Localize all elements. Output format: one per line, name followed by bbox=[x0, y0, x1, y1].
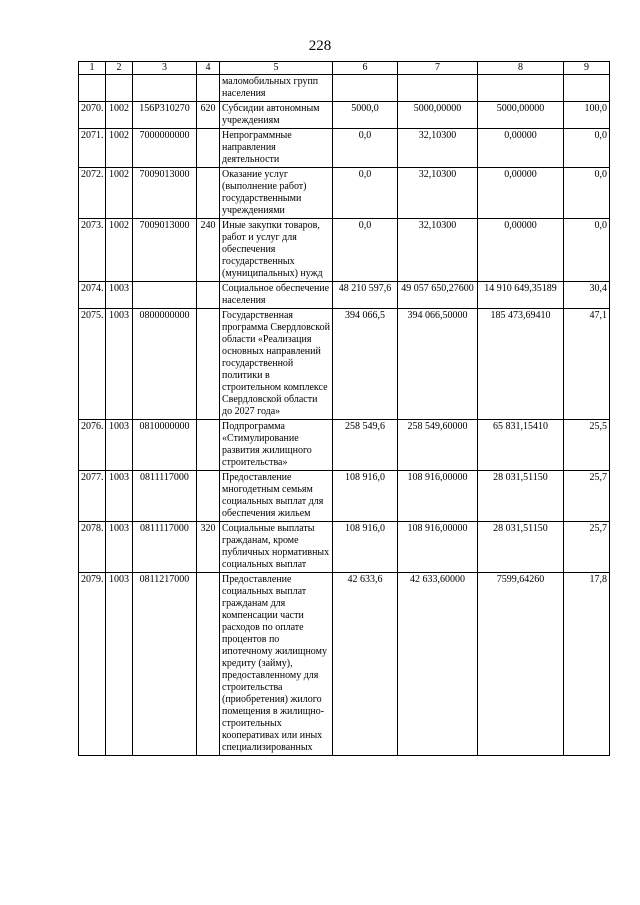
value-col-6: 0,0 bbox=[333, 168, 398, 219]
value-col-7: 42 633,60000 bbox=[398, 573, 478, 756]
section-code bbox=[106, 75, 133, 102]
expense-type-code bbox=[197, 75, 220, 102]
value-col-6: 48 210 597,6 bbox=[333, 282, 398, 309]
value-col-9: 0,0 bbox=[564, 219, 610, 282]
value-col-6: 0,0 bbox=[333, 219, 398, 282]
table-body bbox=[79, 75, 610, 756]
row-number: 2077. bbox=[79, 471, 106, 522]
row-number: 2072. bbox=[79, 168, 106, 219]
table-row bbox=[79, 282, 610, 309]
expense-name: Предоставление социальных выплат гражданам для компенсации части расходов по оплате процентов по ипотечному жилищному кредиту (займу), предоставленному для строительства (приобретения) жилого помещения в жилищно-строительных кооперативах или иных специализированных bbox=[220, 573, 333, 756]
column-header: 6 bbox=[333, 62, 398, 75]
value-col-6: 42 633,6 bbox=[333, 573, 398, 756]
expense-type-code: 240 bbox=[197, 219, 220, 282]
target-article-code: 0811117000 bbox=[133, 471, 197, 522]
target-article-code bbox=[133, 282, 197, 309]
expense-name: Иные закупки товаров, работ и услуг для обеспечения государственных (муниципальных) нужд bbox=[220, 219, 333, 282]
header-row bbox=[79, 62, 610, 75]
expense-name: Подпрограмма «Стимулирование развития жилищного строительства» bbox=[220, 420, 333, 471]
table-row bbox=[79, 573, 610, 756]
value-col-8: 0,00000 bbox=[478, 129, 564, 168]
table-row bbox=[79, 522, 610, 573]
column-header: 4 bbox=[197, 62, 220, 75]
target-article-code: 0810000000 bbox=[133, 420, 197, 471]
target-article-code bbox=[133, 75, 197, 102]
expense-type-code bbox=[197, 573, 220, 756]
budget-table bbox=[78, 61, 610, 756]
column-header: 5 bbox=[220, 62, 333, 75]
section-code: 1003 bbox=[106, 522, 133, 573]
section-code: 1002 bbox=[106, 102, 133, 129]
table-row bbox=[79, 102, 610, 129]
row-number: 2070. bbox=[79, 102, 106, 129]
expense-name: Предоставление многодетным семьям социальных выплат для обеспечения жильем bbox=[220, 471, 333, 522]
section-code: 1002 bbox=[106, 168, 133, 219]
value-col-9 bbox=[564, 75, 610, 102]
target-article-code: 7000000000 bbox=[133, 129, 197, 168]
value-col-9: 30,4 bbox=[564, 282, 610, 309]
value-col-6: 108 916,0 bbox=[333, 471, 398, 522]
target-article-code: 7009013000 bbox=[133, 168, 197, 219]
row-number: 2074. bbox=[79, 282, 106, 309]
row-number: 2076. bbox=[79, 420, 106, 471]
value-col-8: 0,00000 bbox=[478, 219, 564, 282]
row-number: 2073. bbox=[79, 219, 106, 282]
section-code: 1002 bbox=[106, 129, 133, 168]
section-code: 1003 bbox=[106, 573, 133, 756]
value-col-9: 100,0 bbox=[564, 102, 610, 129]
value-col-9: 47,1 bbox=[564, 309, 610, 420]
expense-name: Субсидии автономным учреждениям bbox=[220, 102, 333, 129]
expense-name: маломобильных групп населения bbox=[220, 75, 333, 102]
expense-type-code: 620 bbox=[197, 102, 220, 129]
section-code: 1003 bbox=[106, 282, 133, 309]
value-col-6: 258 549,6 bbox=[333, 420, 398, 471]
value-col-6: 5000,0 bbox=[333, 102, 398, 129]
value-col-8: 28 031,51150 bbox=[478, 522, 564, 573]
value-col-9: 25,5 bbox=[564, 420, 610, 471]
value-col-6: 0,0 bbox=[333, 129, 398, 168]
section-code: 1003 bbox=[106, 309, 133, 420]
value-col-8 bbox=[478, 75, 564, 102]
expense-type-code bbox=[197, 309, 220, 420]
expense-type-code bbox=[197, 168, 220, 219]
expense-name: Социальное обеспечение населения bbox=[220, 282, 333, 309]
value-col-6 bbox=[333, 75, 398, 102]
column-header: 8 bbox=[478, 62, 564, 75]
column-header: 3 bbox=[133, 62, 197, 75]
expense-name: Социальные выплаты гражданам, кроме публичных нормативных социальных выплат bbox=[220, 522, 333, 573]
expense-name: Оказание услуг (выполнение работ) государственными учреждениями bbox=[220, 168, 333, 219]
expense-type-code bbox=[197, 282, 220, 309]
row-number: 2078. bbox=[79, 522, 106, 573]
target-article-code: 156P310270 bbox=[133, 102, 197, 129]
table-row bbox=[79, 168, 610, 219]
expense-type-code: 320 bbox=[197, 522, 220, 573]
value-col-8: 7599,64260 bbox=[478, 573, 564, 756]
column-header: 7 bbox=[398, 62, 478, 75]
value-col-9: 25,7 bbox=[564, 471, 610, 522]
column-header: 2 bbox=[106, 62, 133, 75]
value-col-7: 394 066,50000 bbox=[398, 309, 478, 420]
value-col-8: 0,00000 bbox=[478, 168, 564, 219]
value-col-9: 25,7 bbox=[564, 522, 610, 573]
table-row bbox=[79, 75, 610, 102]
value-col-9: 0,0 bbox=[564, 129, 610, 168]
column-header: 1 bbox=[79, 62, 106, 75]
value-col-9: 0,0 bbox=[564, 168, 610, 219]
table-row bbox=[79, 219, 610, 282]
table-row bbox=[79, 309, 610, 420]
value-col-8: 185 473,69410 bbox=[478, 309, 564, 420]
value-col-8: 5000,00000 bbox=[478, 102, 564, 129]
value-col-7: 32,10300 bbox=[398, 168, 478, 219]
target-article-code: 0811217000 bbox=[133, 573, 197, 756]
value-col-7: 258 549,60000 bbox=[398, 420, 478, 471]
expense-type-code bbox=[197, 420, 220, 471]
value-col-8: 14 910 649,35189 bbox=[478, 282, 564, 309]
value-col-7: 108 916,00000 bbox=[398, 471, 478, 522]
value-col-7: 49 057 650,27600 bbox=[398, 282, 478, 309]
row-number: 2075. bbox=[79, 309, 106, 420]
value-col-6: 108 916,0 bbox=[333, 522, 398, 573]
target-article-code: 7009013000 bbox=[133, 219, 197, 282]
value-col-7: 32,10300 bbox=[398, 219, 478, 282]
expense-type-code bbox=[197, 471, 220, 522]
value-col-7: 5000,00000 bbox=[398, 102, 478, 129]
section-code: 1003 bbox=[106, 420, 133, 471]
value-col-6: 394 066,5 bbox=[333, 309, 398, 420]
value-col-8: 28 031,51150 bbox=[478, 471, 564, 522]
expense-name: Непрограммные направления деятельности bbox=[220, 129, 333, 168]
value-col-7: 32,10300 bbox=[398, 129, 478, 168]
row-number: 2071. bbox=[79, 129, 106, 168]
expense-type-code bbox=[197, 129, 220, 168]
row-number: 2079. bbox=[79, 573, 106, 756]
value-col-7 bbox=[398, 75, 478, 102]
section-code: 1003 bbox=[106, 471, 133, 522]
table-row bbox=[79, 420, 610, 471]
table-row bbox=[79, 471, 610, 522]
section-code: 1002 bbox=[106, 219, 133, 282]
expense-name: Государственная программа Свердловской области «Реализация основных направлений государственной политики в строительном комплексе Свердловской области до 2027 года» bbox=[220, 309, 333, 420]
page-number: 228 bbox=[308, 38, 332, 54]
column-header: 9 bbox=[564, 62, 610, 75]
value-col-8: 65 831,15410 bbox=[478, 420, 564, 471]
target-article-code: 0800000000 bbox=[133, 309, 197, 420]
table-row bbox=[79, 129, 610, 168]
value-col-7: 108 916,00000 bbox=[398, 522, 478, 573]
row-number bbox=[79, 75, 106, 102]
target-article-code: 0811117000 bbox=[133, 522, 197, 573]
value-col-9: 17,8 bbox=[564, 573, 610, 756]
